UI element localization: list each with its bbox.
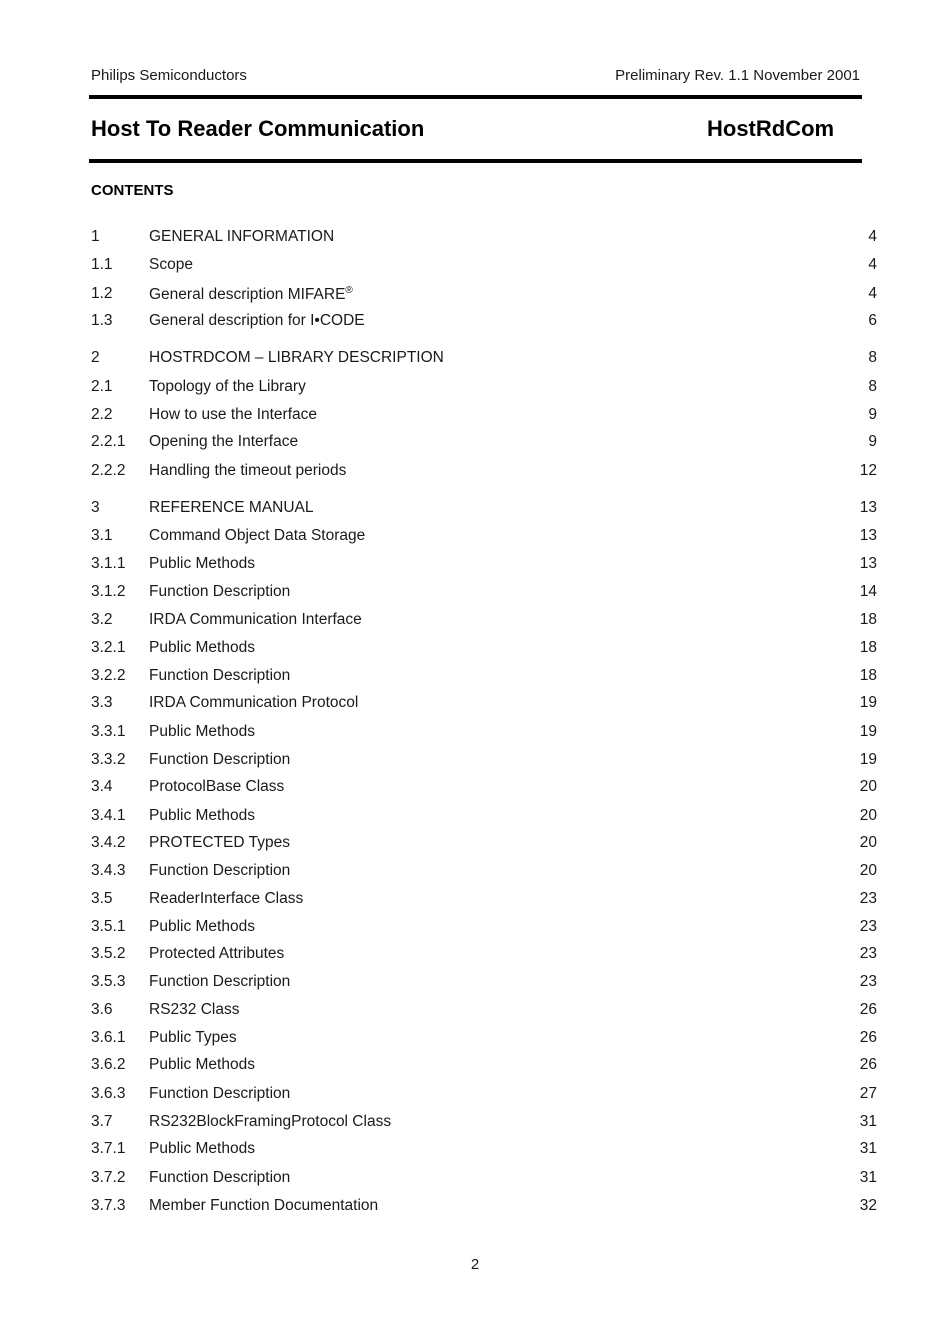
toc-entry (91, 890, 877, 912)
toc-entry (91, 1029, 877, 1051)
toc-entry-number: 3.5.1 (91, 918, 126, 935)
toc-entry-title (149, 499, 314, 517)
toc-entry-title-text: REFERENCE MANUAL (149, 499, 314, 516)
toc-entry-title (149, 723, 255, 741)
toc-entry-page: 9 (868, 433, 877, 450)
toc-entry-title (149, 1056, 255, 1074)
toc-entry-page: 18 (859, 667, 877, 684)
toc-entry-number: 3.2.1 (91, 639, 126, 656)
toc-entry-number: 3.6 (91, 1001, 113, 1018)
toc-entry-number: 2.2.1 (91, 433, 126, 450)
company-name: Philips Semiconductors (91, 67, 247, 84)
toc-entry-number: 2 (91, 349, 100, 366)
toc-entry-number: 3.2.2 (91, 667, 126, 684)
toc-entry (91, 945, 877, 967)
toc-entry-page: 14 (859, 583, 877, 600)
toc-entry (91, 462, 877, 484)
toc-entry-page: 4 (868, 285, 877, 302)
toc-entry-title-text: Function Description (149, 583, 291, 600)
toc-entry-title-text: Member Function Documentation (149, 1197, 379, 1214)
toc-entry (91, 406, 877, 428)
toc-entry (91, 694, 877, 716)
toc-entry (91, 918, 877, 940)
toc-entry (91, 1056, 877, 1078)
toc-entry (91, 499, 877, 521)
toc-entry-title-text: Opening the Interface (149, 433, 299, 450)
toc-entry-number: 3.7.1 (91, 1140, 126, 1157)
toc-entry (91, 256, 877, 278)
toc-entry-page: 20 (859, 834, 877, 851)
toc-entry-number: 3.6.2 (91, 1056, 126, 1073)
toc-entry-number: 2.2.2 (91, 462, 126, 479)
toc-entry (91, 667, 877, 689)
toc-entry-page: 31 (859, 1169, 877, 1186)
toc-entry-page: 12 (859, 462, 877, 479)
toc-entry-title-text: PROTECTED Types (149, 834, 290, 851)
toc-entry-title (149, 285, 353, 304)
toc-entry-number: 2.2 (91, 406, 113, 423)
toc-entry-page: 13 (859, 499, 877, 516)
toc-entry-title (149, 918, 255, 936)
toc-entry-page: 19 (859, 723, 877, 740)
toc-entry-title (149, 462, 346, 480)
toc-entry-title (149, 312, 365, 330)
toc-entry-number: 3.1 (91, 527, 113, 544)
toc-entry-number: 3.5.3 (91, 973, 126, 990)
toc-entry-title-text: Public Methods (149, 723, 255, 740)
toc-entry-page: 32 (859, 1197, 877, 1214)
toc-entry (91, 751, 877, 773)
toc-entry-number: 3.4.2 (91, 834, 126, 851)
toc-entry-title-text: Function Description (149, 1085, 291, 1102)
toc-entry-title (149, 555, 255, 573)
toc-entry (91, 1197, 877, 1219)
toc-entry-title-text: IRDA Communication Protocol (149, 694, 359, 711)
toc-entry (91, 555, 877, 577)
toc-entry-number: 3.7 (91, 1113, 113, 1130)
toc-entry (91, 862, 877, 884)
toc-entry-title-text: Function Description (149, 667, 291, 684)
toc-entry-page: 26 (859, 1001, 877, 1018)
toc-entry-title-text: GENERAL INFORMATION (149, 228, 335, 245)
toc-entry-title (149, 694, 358, 712)
toc-entry-number: 3.5 (91, 890, 113, 907)
toc-entry-title-text: HOSTRDCOM – LIBRARY DESCRIPTION (149, 349, 444, 366)
page-number: 2 (470, 1256, 480, 1273)
toc-entry-title (149, 527, 365, 545)
toc-entry-number: 3.3 (91, 694, 113, 711)
toc-entry-number: 1.2 (91, 285, 113, 302)
toc-entry (91, 778, 877, 800)
registered-mark: ® (345, 285, 353, 296)
toc-entry-page: 23 (859, 918, 877, 935)
toc-entry (91, 285, 877, 307)
toc-entry-title-text: Function Description (149, 751, 291, 768)
toc-entry-title-text: How to use the Interface (149, 406, 318, 423)
toc-entry-title-text: Public Methods (149, 918, 255, 935)
toc-entry-title-text: RS232 Class (149, 1001, 240, 1018)
toc-entry-page: 26 (859, 1029, 877, 1046)
toc-entry-title-text: Function Description (149, 1169, 291, 1186)
toc-entry-number: 3.7.3 (91, 1197, 126, 1214)
toc-entry (91, 312, 877, 334)
toc-entry-page: 23 (859, 945, 877, 962)
toc-entry (91, 433, 877, 455)
contents-heading: CONTENTS (91, 182, 174, 199)
toc-entry-title-text: Public Methods (149, 555, 255, 572)
toc-entry-number: 3.6.3 (91, 1085, 126, 1102)
toc-entry (91, 639, 877, 661)
toc-entry-page: 4 (868, 256, 877, 273)
toc-entry-title-text: Public Methods (149, 1140, 255, 1157)
toc-entry (91, 973, 877, 995)
toc-entry (91, 834, 877, 856)
toc-entry (91, 1113, 877, 1135)
toc-entry-title-text: ReaderInterface Class (149, 890, 304, 907)
toc-entry-title-text: Topology of the Library (149, 378, 306, 395)
toc-entry-title (149, 862, 290, 880)
toc-entry-number: 3.1.2 (91, 583, 126, 600)
toc-entry-title-text: General description for I•CODE (149, 312, 365, 329)
toc-entry-title-text: Handling the timeout periods (149, 462, 347, 479)
toc-entry-page: 31 (859, 1113, 877, 1130)
toc-entry-title (149, 639, 255, 657)
toc-entry-title (149, 406, 317, 424)
toc-entry-title (149, 433, 298, 451)
toc-entry-page: 20 (859, 862, 877, 879)
document-title: Host To Reader Communication (91, 116, 425, 141)
toc-entry-page: 18 (859, 639, 877, 656)
toc-entry (91, 611, 877, 633)
toc-entry-page: 13 (859, 555, 877, 572)
toc-entry-page: 13 (859, 527, 877, 544)
toc-entry-number: 2.1 (91, 378, 113, 395)
toc-entry (91, 1140, 877, 1162)
revision-info: Preliminary Rev. 1.1 November 2001 (615, 67, 860, 84)
toc-entry-number: 3.7.2 (91, 1169, 126, 1186)
toc-entry-number: 3.2 (91, 611, 113, 628)
toc-entry-page: 4 (868, 228, 877, 245)
toc-entry (91, 527, 877, 549)
toc-entry-page: 19 (859, 751, 877, 768)
toc-entry-title (149, 1169, 290, 1187)
toc-entry-page: 23 (859, 890, 877, 907)
toc-entry-title (149, 611, 362, 629)
toc-entry-title-text: Function Description (149, 862, 291, 879)
toc-entry-title (149, 778, 284, 796)
toc-entry-title (149, 378, 306, 396)
toc-entry-title-text: Public Methods (149, 639, 255, 656)
toc-entry-number: 3.4.1 (91, 807, 126, 824)
toc-entry-number: 3.3.1 (91, 723, 126, 740)
toc-entry-title (149, 228, 334, 246)
toc-entry (91, 723, 877, 745)
toc-entry-title (149, 890, 303, 908)
toc-entry-title-text: Command Object Data Storage (149, 527, 366, 544)
toc-entry-page: 20 (859, 778, 877, 795)
toc-entry-number: 3 (91, 499, 100, 516)
toc-entry-title (149, 256, 193, 274)
toc-entry-title (149, 1197, 378, 1215)
toc-entry-number: 1.3 (91, 312, 113, 329)
toc-entry-title (149, 834, 290, 852)
toc-entry-title (149, 945, 284, 963)
toc-entry (91, 228, 877, 250)
toc-entry-title-text: Function Description (149, 973, 291, 990)
toc-entry-number: 3.4.3 (91, 862, 126, 879)
toc-entry (91, 1085, 877, 1107)
toc-entry-title (149, 1085, 290, 1103)
toc-entry-title (149, 807, 255, 825)
toc-entry-title-text: General description MIFARE (149, 286, 346, 304)
toc-entry-page: 8 (868, 349, 877, 366)
toc-entry-number: 3.4 (91, 778, 113, 795)
toc-entry-page: 31 (859, 1140, 877, 1157)
toc-entry (91, 378, 877, 400)
toc-entry (91, 349, 877, 371)
toc-entry-number: 1.1 (91, 256, 113, 273)
toc-entry-title (149, 751, 290, 769)
toc-entry-number: 3.3.2 (91, 751, 126, 768)
toc-entry-number: 3.5.2 (91, 945, 126, 962)
toc-entry-page: 9 (868, 406, 877, 423)
toc-entry (91, 1169, 877, 1191)
document-code: HostRdCom (707, 116, 835, 141)
toc-entry-title (149, 583, 290, 601)
toc-entry-title-text: Scope (149, 256, 193, 273)
toc-entry-title (149, 1113, 391, 1131)
toc-entry-title (149, 1001, 239, 1019)
toc-entry (91, 807, 877, 829)
toc-entry-page: 6 (868, 312, 877, 329)
toc-entry-page: 20 (859, 807, 877, 824)
toc-entry-title (149, 1140, 255, 1158)
toc-entry-page: 18 (859, 611, 877, 628)
toc-entry-title-text: RS232BlockFramingProtocol Class (149, 1113, 392, 1130)
toc-entry-title-text: Protected Attributes (149, 945, 285, 962)
toc-entry-page: 8 (868, 378, 877, 395)
toc-entry-title-text: Public Types (149, 1029, 237, 1046)
toc-entry-page: 26 (859, 1056, 877, 1073)
toc-entry-title-text: IRDA Communication Interface (149, 611, 362, 628)
toc-entry (91, 1001, 877, 1023)
toc-entry-title (149, 349, 444, 367)
toc-entry-number: 3.1.1 (91, 555, 126, 572)
toc-entry-title (149, 1029, 237, 1047)
toc-entry-title (149, 667, 290, 685)
toc-entry-number: 1 (91, 228, 100, 245)
toc-entry-title-text: ProtocolBase Class (149, 778, 285, 795)
toc-entry-page: 23 (859, 973, 877, 990)
toc-entry-title-text: Public Methods (149, 1056, 255, 1073)
toc-entry-number: 3.6.1 (91, 1029, 126, 1046)
toc-entry-page: 19 (859, 694, 877, 711)
toc-entry-title-text: Public Methods (149, 807, 255, 824)
toc-entry-page: 27 (859, 1085, 877, 1102)
toc-entry (91, 583, 877, 605)
toc-entry-title (149, 973, 290, 991)
